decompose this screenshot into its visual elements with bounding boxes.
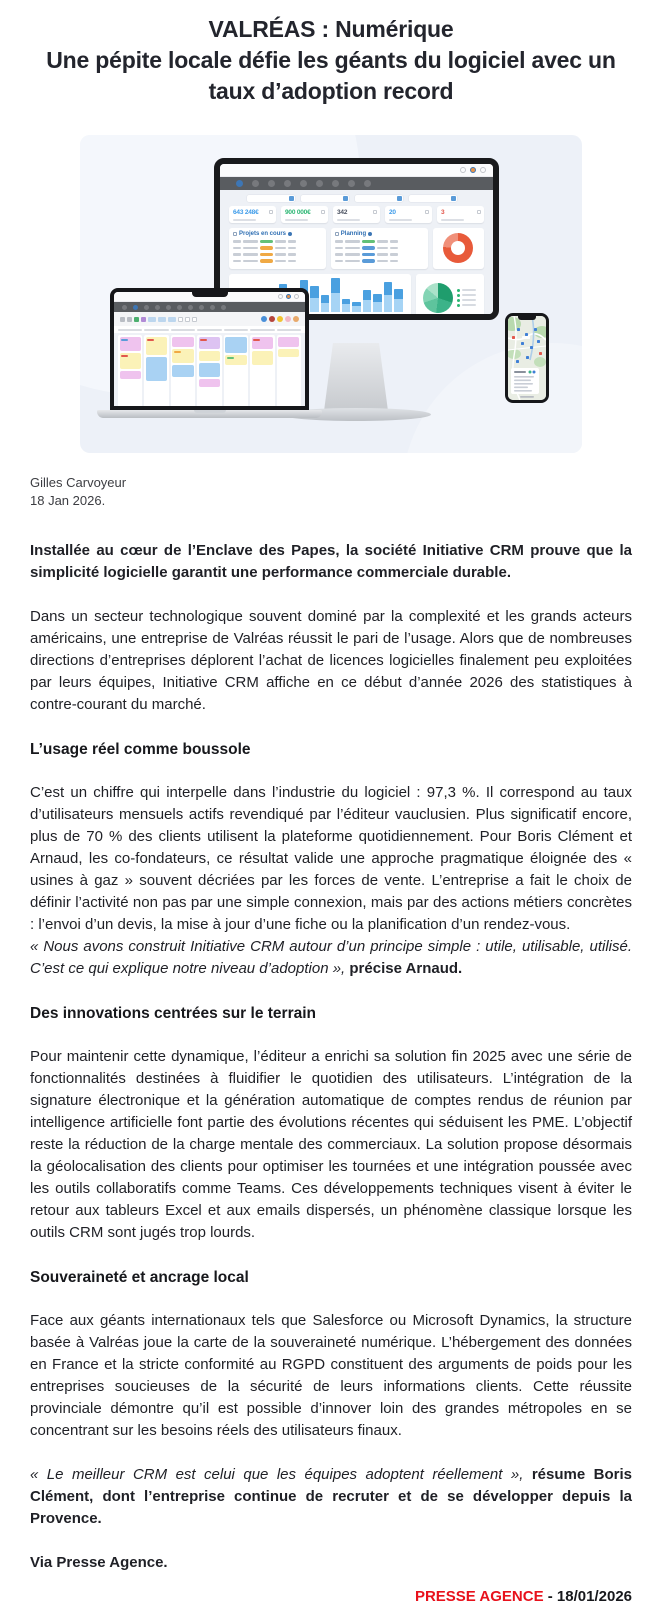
bar bbox=[342, 299, 350, 312]
monitor-topbar bbox=[220, 164, 493, 177]
byline bbox=[30, 474, 632, 510]
avatar[interactable] bbox=[293, 316, 299, 322]
section-heading-innovations: Des innovations centrées sur le terrain bbox=[30, 1005, 316, 1022]
article-page bbox=[0, 14, 662, 1621]
phone-notch bbox=[518, 316, 536, 320]
folder-icon bbox=[233, 232, 237, 236]
nav-dot[interactable] bbox=[316, 180, 323, 187]
toolbar-button bbox=[134, 317, 139, 322]
kanban-column bbox=[118, 335, 142, 410]
kanban-toolbar bbox=[114, 312, 305, 326]
panel-title-text: Planning bbox=[340, 231, 367, 237]
monitor-stand bbox=[324, 343, 388, 411]
paragraph: Face aux géants internationaux tels que Salesforce ou Microsoft Dynamics, la structure basée à Valréas joue la carte de la souveraineté numérique. L’hébergement des données en France et la stricte conformité au RGPD constituent des arguments de poids pour les entreprises soucieuses de la sécurité de leurs informations clients. Cette réussite provinciale démontre qu’il est possible d’innover loin des grandes métropoles en se concentrant sur les besoins réels des utilisateurs finaux. bbox=[30, 1312, 632, 1439]
nav-dot[interactable] bbox=[300, 180, 307, 187]
nav-dot[interactable] bbox=[199, 305, 204, 310]
toolbar-button bbox=[127, 317, 132, 322]
search-input bbox=[355, 195, 403, 202]
stat-card bbox=[385, 206, 432, 223]
pie-chart-card bbox=[416, 274, 484, 321]
nav-dot[interactable] bbox=[348, 180, 355, 187]
clock-icon bbox=[294, 294, 299, 299]
pie-legend bbox=[457, 287, 476, 309]
table-row bbox=[335, 246, 424, 250]
search-input bbox=[247, 195, 295, 202]
kanban-column bbox=[224, 335, 248, 410]
panel-title bbox=[233, 231, 322, 237]
map-view bbox=[508, 316, 546, 400]
table-row bbox=[233, 259, 322, 263]
week-header bbox=[114, 326, 305, 333]
kanban-card[interactable] bbox=[120, 337, 141, 351]
laptop-navbar bbox=[114, 302, 305, 312]
user-avatar bbox=[286, 294, 291, 299]
avatar[interactable] bbox=[277, 316, 283, 322]
table-row bbox=[233, 240, 322, 244]
paragraph: Pour maintenir cette dynamique, l’éditeur a enrichi sa solution fin 2025 avec une série de fonctionnalités destinées à fluidifier le quotidien des utilisateurs. L’intégration de la signature électronique et la génération automatique de comptes rendus de réunion par intelligence artificielle font partie des évolutions récentes qui séduisent les PME. L’objectif reste la réduction de la charge mentale des commerciaux. La solution propose désormais la géolocalisation des clients pour optimiser les tournées et une intégration poussée avec les outils collaboratifs comme Teams. Ces développements techniques visent à éviter le retour aux tableurs Excel et aux emails dispersés, un phénomène classique lorsque les outils CRM sont jugés trop lourds. bbox=[30, 1048, 632, 1241]
panel-title bbox=[335, 231, 424, 237]
toolbar-button bbox=[148, 317, 156, 322]
stat-card bbox=[333, 206, 380, 223]
kanban-column bbox=[144, 335, 168, 410]
kanban-card[interactable] bbox=[172, 365, 193, 377]
section-heading-usage: L’usage réel comme boussole bbox=[30, 741, 251, 758]
kanban-card[interactable] bbox=[146, 357, 167, 381]
bar bbox=[384, 282, 392, 312]
kanban-card[interactable] bbox=[199, 337, 220, 349]
kanban-card[interactable] bbox=[252, 351, 273, 365]
avatar[interactable] bbox=[285, 316, 291, 322]
laptop-avatars bbox=[261, 316, 299, 322]
laptop-screen bbox=[110, 288, 309, 410]
stat-card bbox=[437, 206, 484, 223]
kanban-column bbox=[250, 335, 274, 410]
kanban-card[interactable] bbox=[120, 353, 141, 369]
article-date: 18 Jan 2026. bbox=[30, 493, 106, 508]
kanban-card[interactable] bbox=[146, 337, 167, 355]
decorative-circle bbox=[402, 343, 582, 453]
title-line1: VALRÉAS : Numérique bbox=[208, 16, 454, 42]
laptop-notch bbox=[192, 292, 228, 297]
nav-dot[interactable] bbox=[188, 305, 193, 310]
filter-row bbox=[247, 195, 484, 202]
kanban-column bbox=[277, 335, 301, 410]
toolbar-button bbox=[178, 317, 183, 322]
kanban-card[interactable] bbox=[172, 337, 193, 347]
table-rows bbox=[335, 240, 424, 264]
stat-value: 900 000€ bbox=[285, 209, 311, 216]
nav-dot[interactable] bbox=[210, 305, 215, 310]
avatar[interactable] bbox=[261, 316, 267, 322]
planning-panel bbox=[331, 228, 428, 269]
gear-icon bbox=[460, 167, 466, 173]
info-icon bbox=[368, 232, 372, 236]
page-title bbox=[36, 14, 626, 107]
bar bbox=[363, 290, 371, 311]
nav-dot[interactable] bbox=[364, 180, 371, 187]
donut-chart-card bbox=[433, 228, 484, 269]
via-line: Via Presse Agence. bbox=[30, 1554, 168, 1571]
footer-credit bbox=[30, 1588, 632, 1605]
kanban-card[interactable] bbox=[225, 337, 246, 353]
toolbar-button bbox=[192, 317, 197, 322]
stat-value: 342 bbox=[337, 209, 348, 216]
kanban-card[interactable] bbox=[252, 337, 273, 349]
hero-laptop bbox=[110, 288, 309, 410]
stat-cards bbox=[229, 206, 484, 223]
stat-card bbox=[229, 206, 276, 223]
kanban-board bbox=[114, 333, 305, 410]
kanban-card[interactable] bbox=[199, 363, 220, 377]
bar bbox=[373, 294, 381, 312]
paragraph: C’est un chiffre qui interpelle dans l’industrie du logiciel : 97,3 %. Il correspond au taux d’utilisateurs mensuels actifs revendiqué par l’éditeur vauclusien. Plus significatif encore, plus de 70 % des clients utilisent la plateforme quotidiennement. Pour Boris Clément et Arnaud, les co-fondateurs, ce résultat valide une approche pragmatique éloignée des « usines à gaz » souvent décriées par les forces de vente. L’entreprise a fait le choix de définir l’activité non pas par une simple connexion, mais par des actions métiers concrètes : l’envoi d’un devis, la mise à jour d’une fiche ou la planification d’un rendez-vous. bbox=[30, 784, 632, 933]
toolbar-button bbox=[185, 317, 190, 322]
table-row bbox=[335, 240, 424, 244]
quote-paragraph bbox=[30, 936, 632, 980]
stat-card bbox=[281, 206, 328, 223]
title-line2: Une pépite locale défie les géants du logiciel avec un taux d’adoption record bbox=[46, 47, 616, 104]
quote-attribution: précise Arnaud. bbox=[349, 960, 463, 977]
nav-dot[interactable] bbox=[221, 305, 226, 310]
bar bbox=[321, 295, 329, 311]
nav-dot[interactable] bbox=[236, 180, 243, 187]
bar bbox=[331, 278, 339, 311]
kanban-column bbox=[197, 335, 221, 410]
agency-name: PRESSE AGENCE bbox=[414, 1588, 544, 1605]
footer-date: - 18/01/2026 bbox=[543, 1588, 632, 1605]
toolbar-button bbox=[141, 317, 146, 322]
hero-phone bbox=[505, 313, 549, 403]
section-heading-souverainete: Souveraineté et ancrage local bbox=[30, 1269, 249, 1286]
nav-dot[interactable] bbox=[332, 180, 339, 187]
nav-dot[interactable] bbox=[268, 180, 275, 187]
kanban-card[interactable] bbox=[278, 337, 299, 347]
panel-title-text: Projets en cours bbox=[239, 231, 287, 237]
author-name: Gilles Carvoyeur bbox=[30, 475, 127, 490]
toolbar-button bbox=[158, 317, 166, 322]
gear-icon bbox=[278, 294, 283, 299]
quote-text: « Le meilleur CRM est celui que les équipes adoptent réellement », bbox=[30, 1466, 532, 1483]
table-rows bbox=[233, 240, 322, 264]
kanban-card[interactable] bbox=[199, 379, 220, 387]
nav-dot[interactable] bbox=[133, 305, 138, 310]
info-icon bbox=[288, 232, 292, 236]
kanban-card[interactable] bbox=[120, 371, 141, 379]
table-row bbox=[335, 253, 424, 257]
toolbar-button bbox=[120, 317, 125, 322]
quote-text: « Nous avons construit Initiative CRM autour d’un principe simple : utile, utilisable, utilisé. C’est ce qui explique notre niveau d’adoption », bbox=[30, 938, 632, 977]
bar bbox=[310, 286, 318, 311]
nav-dot[interactable] bbox=[155, 305, 160, 310]
kanban-column bbox=[171, 335, 195, 410]
stat-value: 20 bbox=[389, 209, 396, 216]
stat-value: 643 248€ bbox=[233, 209, 259, 216]
table-row bbox=[233, 246, 322, 250]
donut-chart bbox=[443, 233, 473, 263]
pie-chart bbox=[423, 283, 453, 313]
kanban-card[interactable] bbox=[199, 351, 220, 361]
nav-dot[interactable] bbox=[177, 305, 182, 310]
bar bbox=[394, 289, 402, 311]
avatar[interactable] bbox=[269, 316, 275, 322]
clock-icon bbox=[480, 167, 486, 173]
nav-dot[interactable] bbox=[144, 305, 149, 310]
bar bbox=[352, 302, 360, 312]
user-avatar bbox=[470, 167, 476, 173]
kanban-card[interactable] bbox=[278, 349, 299, 357]
hero-illustration bbox=[80, 135, 582, 453]
stat-value: 3 bbox=[441, 209, 445, 216]
nav-dot[interactable] bbox=[166, 305, 171, 310]
nav-dot[interactable] bbox=[122, 305, 127, 310]
projects-panel bbox=[229, 228, 326, 269]
quote-attribution: résume Boris Clément, dont l’entreprise continue de recruter et de se développer depuis la Provence. bbox=[30, 1466, 633, 1527]
paragraph: Dans un secteur technologique souvent dominé par la complexité et les grands acteurs américains, une entreprise de Valréas réussit le pari de l’usage. Alors que de nombreuses directions d’entreprises déplorent l’achat de licences logicielles finalement peu exploitées par leurs équipes, Initiative CRM affiche en ce début d’année 2026 des statistiques à contre-courant du marché. bbox=[30, 608, 632, 713]
kanban-card[interactable] bbox=[225, 355, 246, 365]
search-input bbox=[301, 195, 349, 202]
nav-dot[interactable] bbox=[284, 180, 291, 187]
search-input bbox=[409, 195, 457, 202]
laptop-base bbox=[97, 410, 322, 418]
table-row bbox=[233, 253, 322, 257]
kanban-card[interactable] bbox=[172, 349, 193, 363]
quote-paragraph bbox=[30, 1464, 632, 1530]
nav-dot[interactable] bbox=[252, 180, 259, 187]
table-row bbox=[335, 259, 424, 263]
calendar-icon bbox=[335, 232, 339, 236]
intro-paragraph: Installée au cœur de l’Enclave des Papes, la société Initiative CRM prouve que la simplicité logicielle garantit une performance commerciale durable. bbox=[30, 542, 632, 581]
toolbar-button bbox=[168, 317, 176, 322]
monitor-navbar bbox=[220, 177, 493, 190]
